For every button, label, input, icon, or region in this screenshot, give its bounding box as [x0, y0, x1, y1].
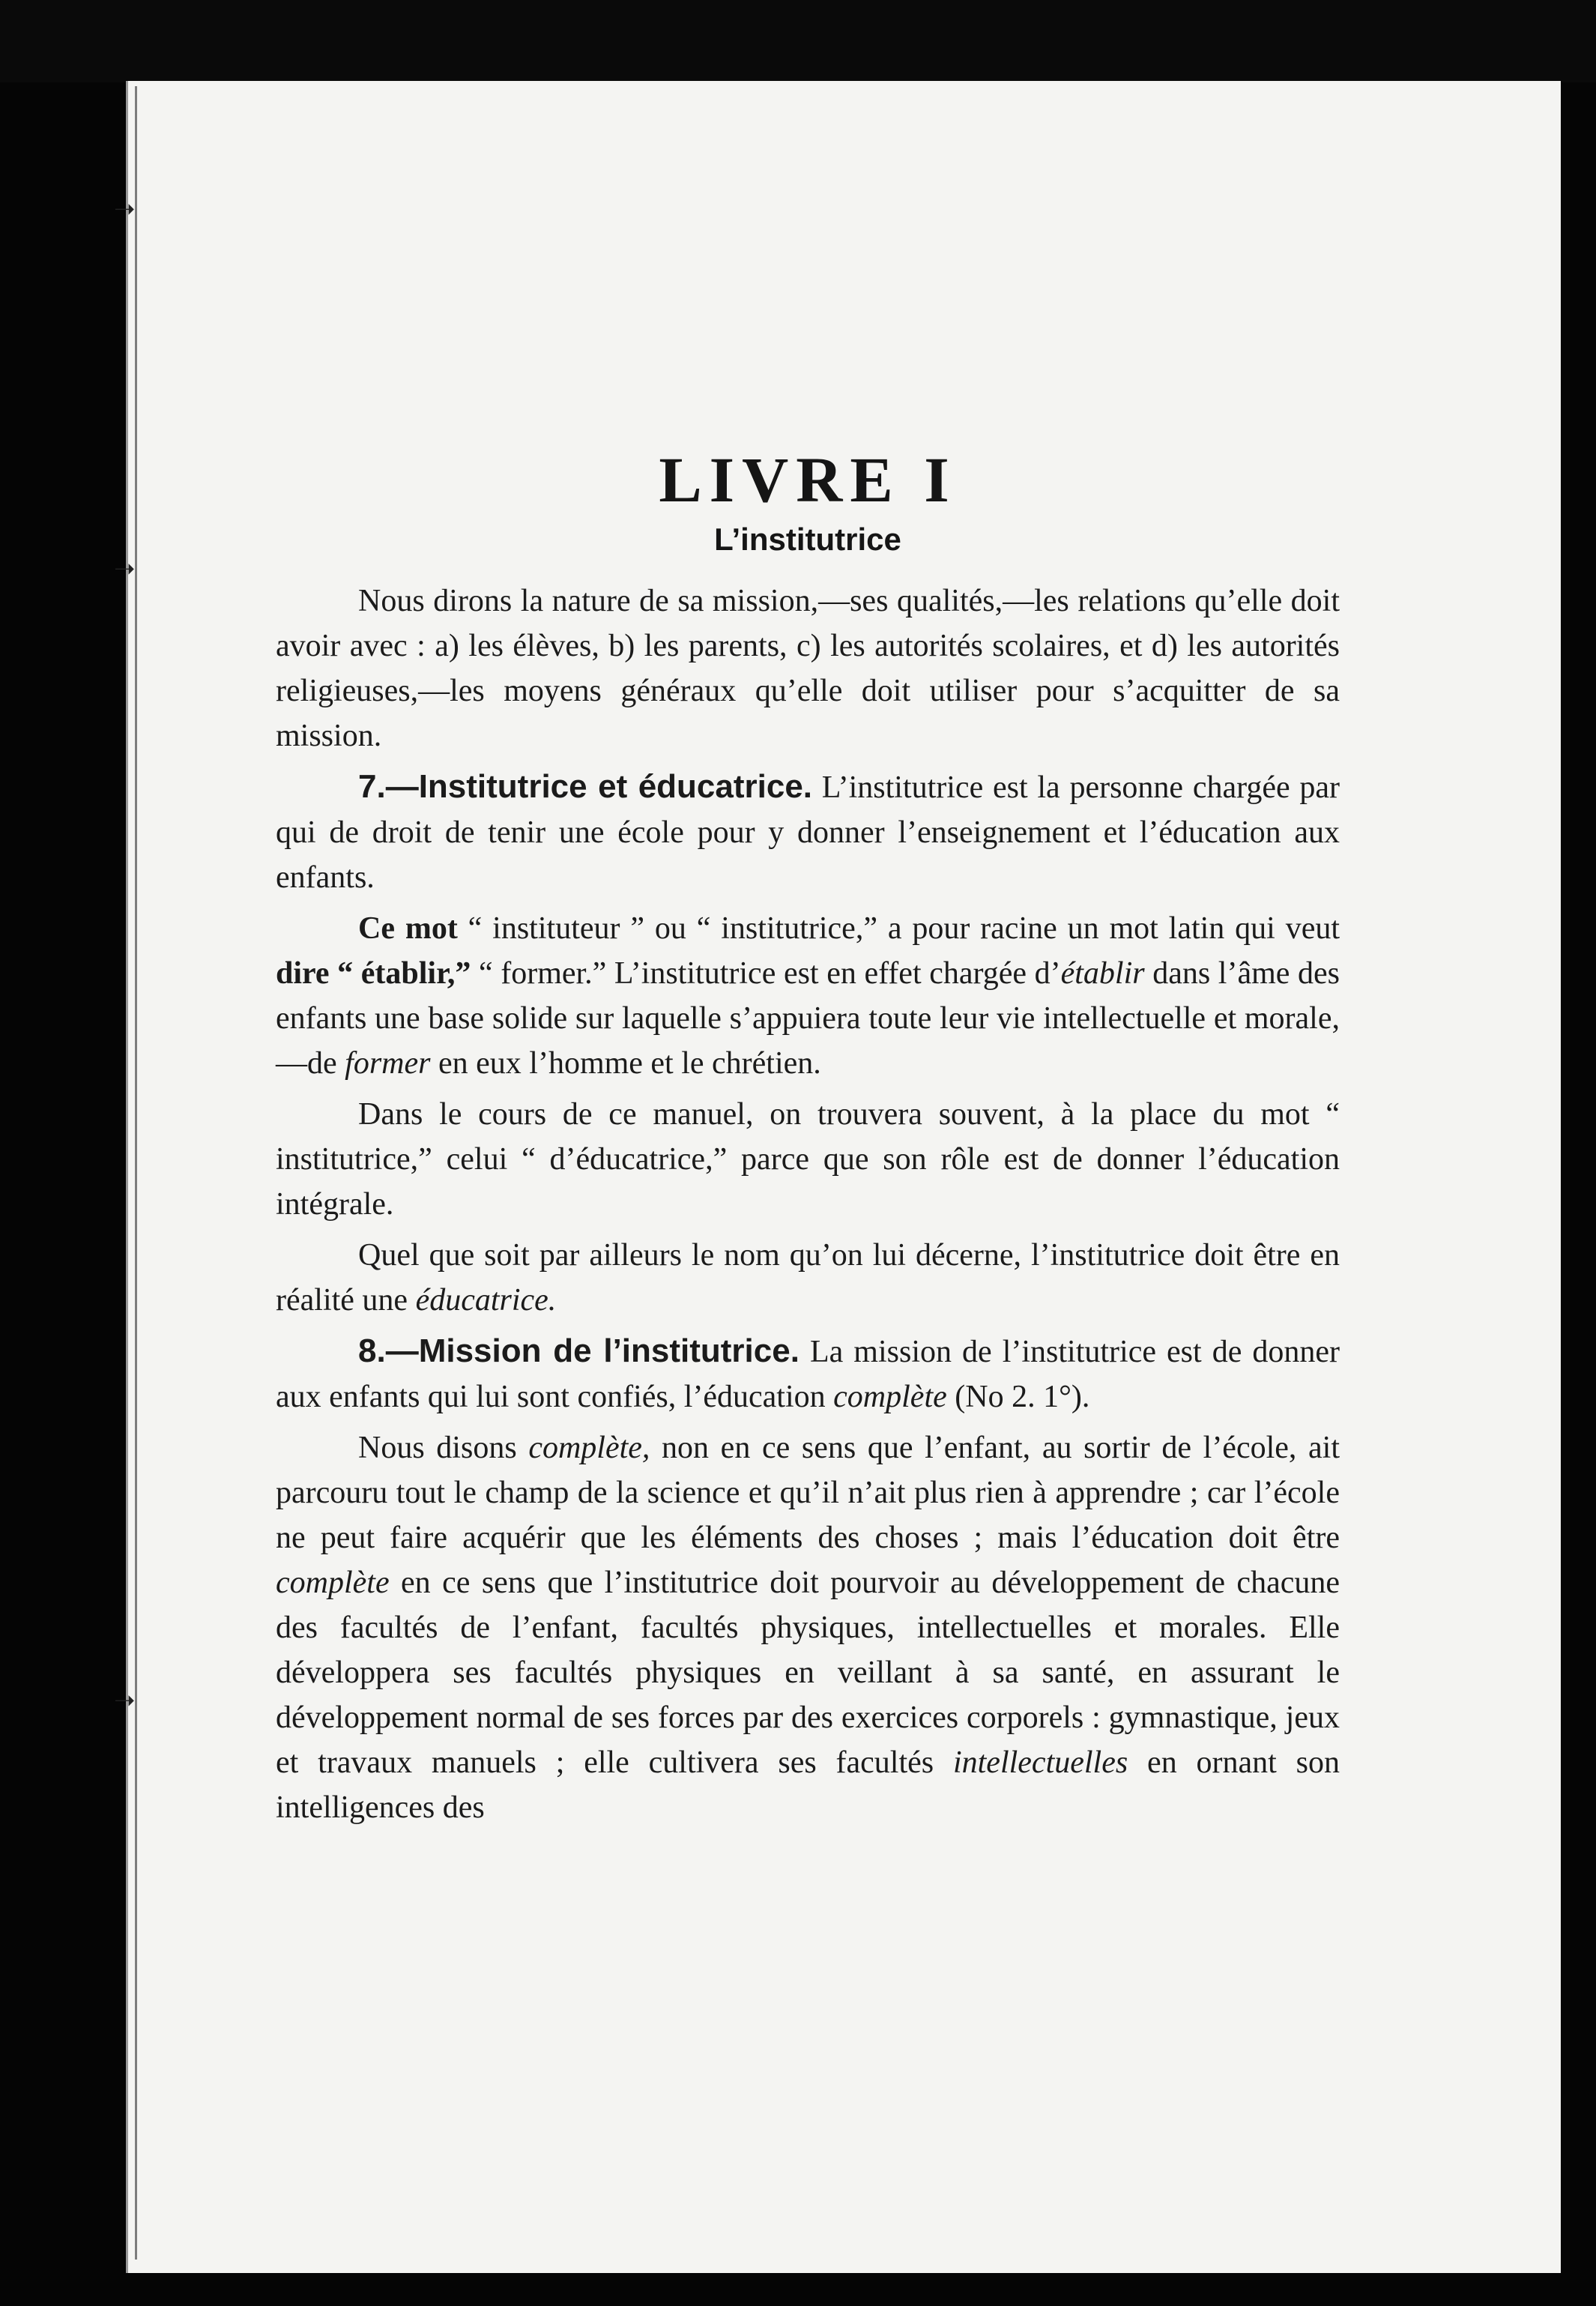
section-7-italic-text: former: [345, 1046, 431, 1081]
intro-paragraph: Nous dirons la nature de sa mission,—ses qualités,—les relations qu’elle doit avoir avec : a) les élèves, b) les parents, c) les autorités scolaires, et d) les autorités religieuses,—les moyens généraux qu’elle doit utiliser pour s’acquitter de sa mission.: [276, 584, 1340, 753]
book-title: LIVRE I: [659, 444, 957, 516]
section-8-text: en ornant son intelligences des: [276, 1745, 1340, 1825]
section-7-text: en eux l’homme et le chrétien.: [438, 1046, 821, 1081]
section-8-paragraph-1: [276, 1329, 1340, 1419]
section-7-text: L’institutrice est la personne chargée par qui de droit de tenir une école pour y donner l’enseignement et l’éducation aux enfants.: [276, 770, 1340, 895]
section-8-italic-text: complète: [833, 1380, 947, 1414]
section-8-text: La mission de l’institutrice est de donner aux enfants qui lui sont confiés, l’éducation: [276, 1335, 1340, 1414]
section-8-italic-text: intellectuelles: [952, 1745, 1128, 1780]
section-8-italic-text: complète,: [528, 1431, 650, 1465]
section-7-text: Quel que soit par ailleurs le nom qu’on lui décerne, l’institutrice doit être en réalité une: [276, 1238, 1340, 1318]
section-8-italic-text: complète: [276, 1566, 390, 1600]
section-7-italic-text: établir: [1060, 956, 1145, 991]
gutter-mark-icon: ➝: [114, 554, 136, 584]
section-7-italic-text: éducatrice.: [415, 1283, 557, 1318]
section-8-text: non en ce sens que l’enfant, au sortir de l’école, ait parcouru tout le champ de la science et qu’il n’ait plus rien à apprendre ; car l’école ne peut faire acquérir que les éléments des choses ; mais l’éducation doit être: [276, 1431, 1340, 1555]
section-7-paragraph-4: [276, 1233, 1340, 1323]
section-7-text: “ instituteur ” ou “ institutrice,” a pour racine un mot latin qui veut: [468, 911, 1340, 946]
section-7-paragraph-2: [276, 906, 1340, 1086]
section-7-paragraph-1: [276, 764, 1340, 900]
section-8-paragraph-2: [276, 1425, 1340, 1830]
section-7-paragraph-3: Dans le cours de ce manuel, on trouvera souvent, à la place du mot “ institutrice,” celui “ d’éducatrice,” parce que son rôle est de donner l’éducation intégrale.: [276, 1097, 1340, 1222]
section-7-bold-text: dire “ établir,”: [276, 956, 471, 991]
gutter-mark-icon: ➝: [114, 194, 136, 224]
section-8-text: Nous disons: [358, 1431, 517, 1465]
gutter-mark-icon: ➝: [114, 1685, 136, 1715]
section-7-text: dans l’âme des enfants une base solide sur laquelle s’appuiera toute leur vie intellectuelle et morale,—de: [276, 956, 1340, 1081]
section-7-text: “ former.” L’institutrice est en effet chargée d’: [478, 956, 1061, 991]
page-content: [276, 442, 1340, 1836]
section-8-text: en ce sens que l’institutrice doit pourvoir au développement de chacune des facultés de l’enfant, facultés physiques, intellectuelles et morales. Elle développera ses facultés physiques en veillant à sa santé, en assurant le développement normal de ses forces par des exercices corporels : gymnastique, jeux et travaux manuels ; elle cultivera ses facultés: [276, 1566, 1340, 1780]
section-8-heading: 8.—Mission de l’institutrice.: [358, 1332, 799, 1369]
section-8-text: (No 2. 1°).: [955, 1380, 1090, 1414]
page-gutter: [135, 86, 137, 2260]
section-7-bold-text: Ce mot: [358, 911, 458, 946]
scan-top-band: [0, 0, 1596, 82]
book-subtitle: L’institutrice: [714, 522, 901, 557]
section-7-heading: 7.—Institutrice et éducatrice.: [358, 768, 813, 805]
